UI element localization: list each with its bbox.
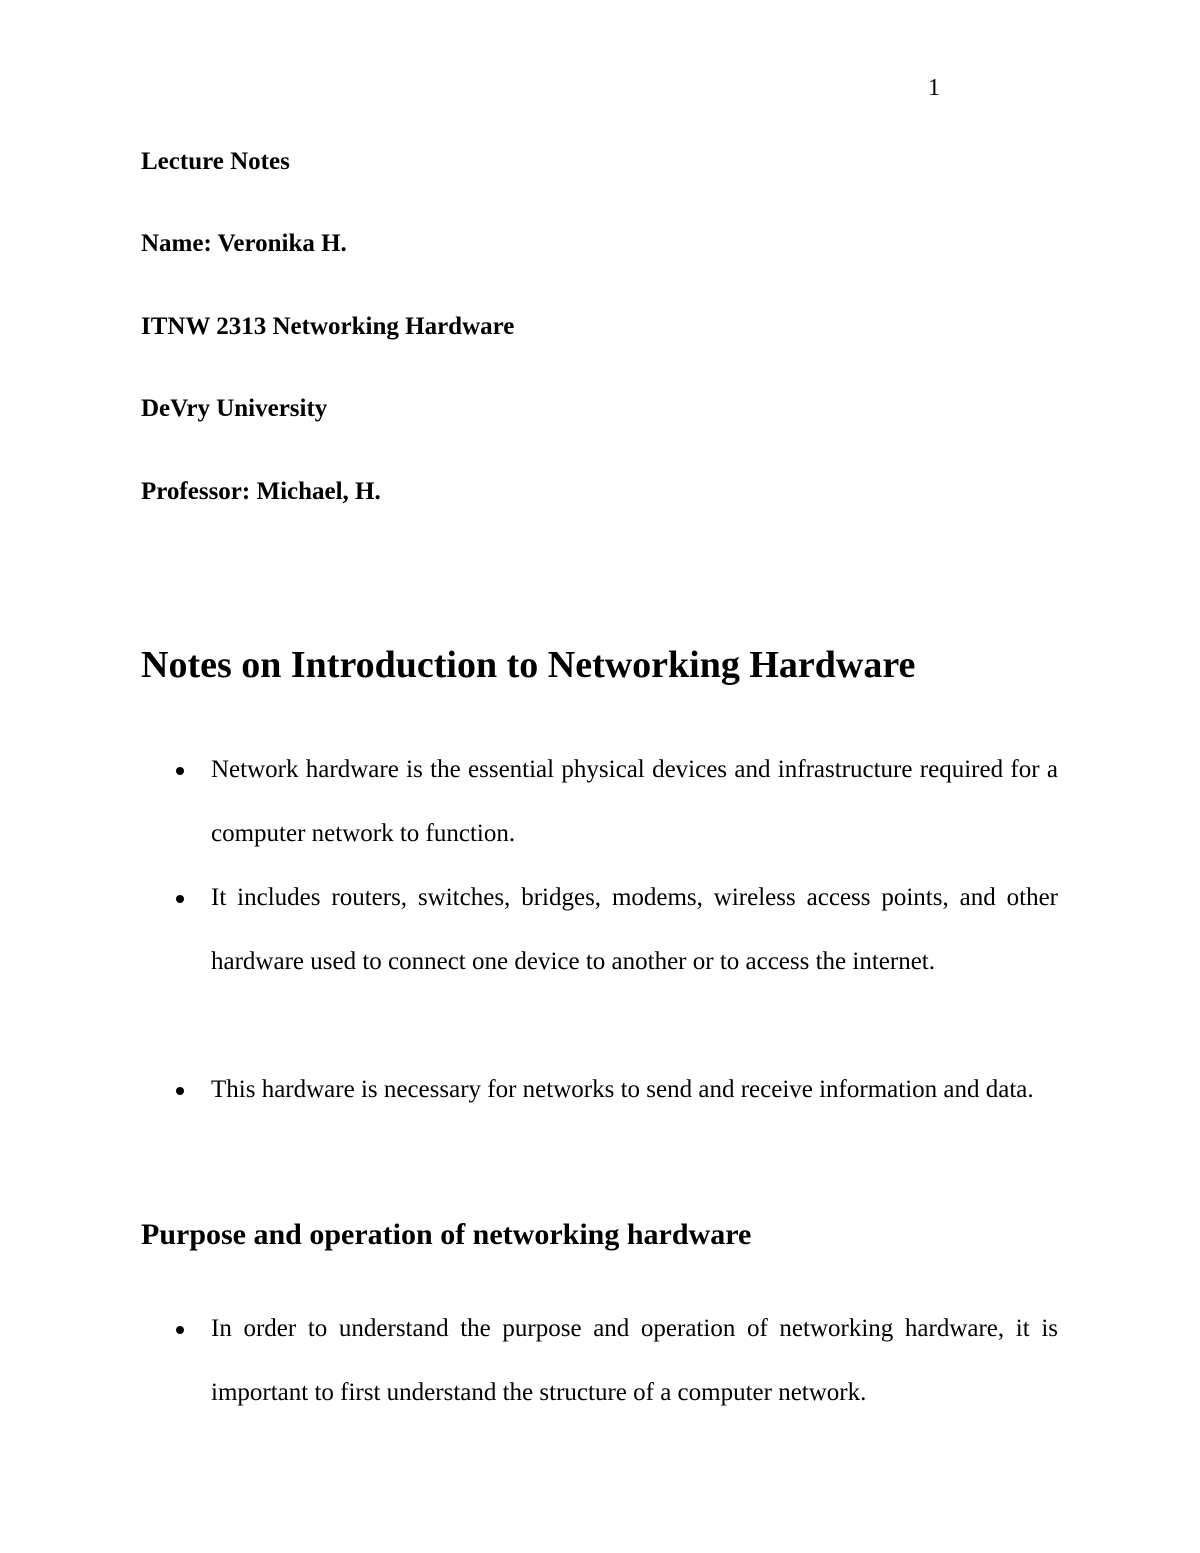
bullet-item: Network hardware is the essential physical devices and infrastructure required for a computer network to function.	[211, 756, 1058, 847]
page-number: 1	[928, 75, 940, 101]
university-line: DeVry University	[141, 395, 328, 422]
bullet-icon	[176, 895, 184, 903]
document-type-line: Lecture Notes	[141, 148, 290, 175]
section-heading-introduction: Notes on Introduction to Networking Hardware	[141, 644, 916, 686]
student-name-line: Name: Veronika H.	[141, 230, 347, 257]
course-line: ITNW 2313 Networking Hardware	[141, 313, 515, 340]
bullet-item: It includes routers, switches, bridges, modems, wireless access points, and other hardware used to connect one device to another or to access the internet.	[211, 884, 1058, 975]
bullet-icon	[176, 1326, 184, 1334]
section-heading-purpose: Purpose and operation of networking hardware	[141, 1218, 752, 1251]
bullet-item: This hardware is necessary for networks to send and receive information and data.	[211, 1076, 1034, 1103]
professor-line: Professor: Michael, H.	[141, 478, 381, 505]
bullet-icon	[176, 1087, 184, 1095]
bullet-icon	[176, 767, 184, 775]
bullet-item: In order to understand the purpose and operation of networking hardware, it is important to first understand the structure of a computer network.	[211, 1315, 1058, 1406]
